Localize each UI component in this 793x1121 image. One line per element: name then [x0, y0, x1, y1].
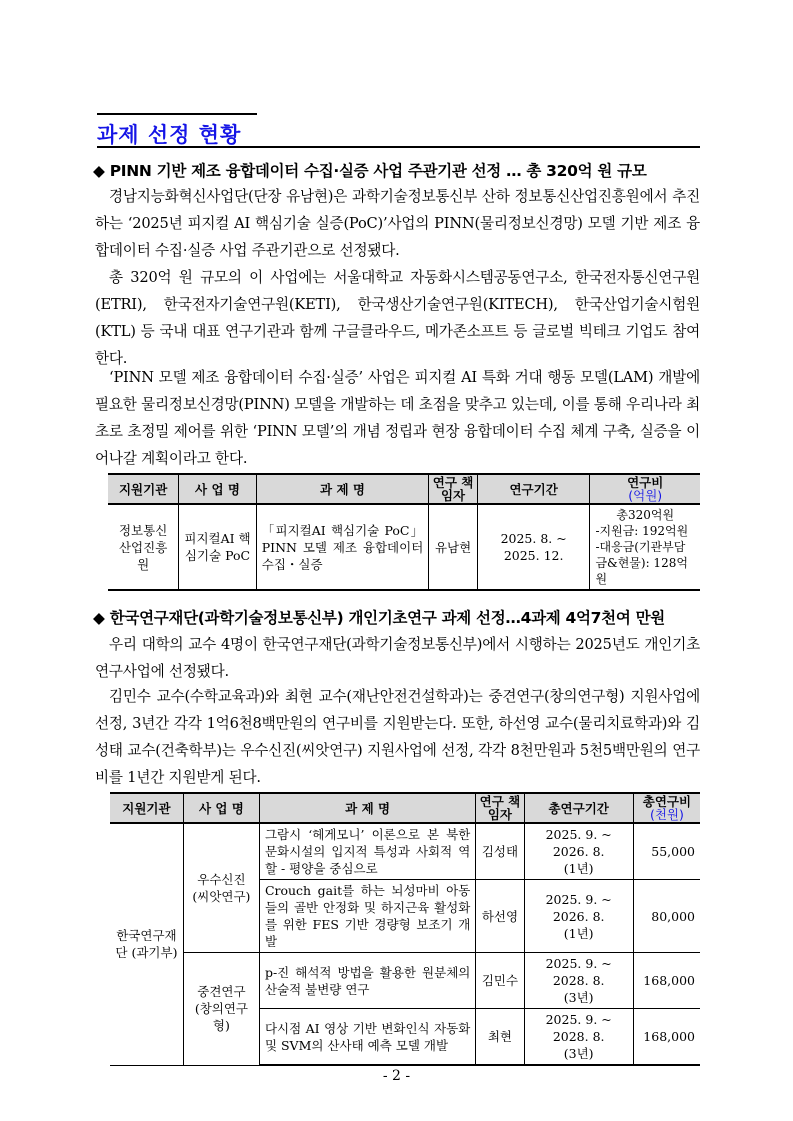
article1-paragraph-3: ‘PINN 모델 제조 융합데이터 수집·실증’ 사업은 피지컬 AI 특화 거대 행동 모델(LAM) 개발에 필요한 물리정보신경망(PINN) 모델을 개발하는 데 초점을 맞추고 있는데, 이를 통해 우리나라 최초로 초정밀 제어를 위한 ‘PINN 모델’의 개념 정립과 현장 융합데이터 수집 체계 구축, 실증을 이어나갈 계획이라고 한다.	[95, 369, 700, 467]
page-number: - 2 -	[382, 1068, 411, 1084]
th-program: 사 업 명	[179, 474, 256, 504]
table-row: 중견연구 (창의연구형) p-진 해석적 방법을 활용한 원분체의 산술적 불변량 연구 김민수 2025. 9. ~ 2028. 8. (3년) 168,000	[110, 953, 700, 1009]
th-agency: 지원기관	[108, 474, 179, 504]
article1-paragraph-2: 총 320억 원 규모의 이 사업에는 서울대학교 자동화시스템공동연구소, 한국전자통신연구원(ETRI), 한국전자기술연구원(KETI), 한국생산기술연구원(KITECH), 한국산업기술시험원(KTL) 등 국내 대표 연구기관과 함께 구글클라우드, 메가존소프트 등 글로벌 빅테크 기업도 참여한다.	[95, 269, 700, 367]
table-article1	[108, 473, 700, 591]
table-row: Crouch gait를 하는 뇌성마비 아동들의 골반 안정화 및 하지근육 활성화를 위한 FES 기반 경량형 보조기 개발 하선영 2025. 9. ~ 2026. 8. (1년) 80,000	[110, 880, 700, 953]
article2-paragraph-2: 김민수 교수(수학교육과)와 최현 교수(재난안전건설학과)는 중견연구(창의연구형) 지원사업에 선정, 3년간 각각 1억6천8백만원의 연구비를 지원받는다. 또한, 하선영 교수(물리치료학과)와 김성태 교수(건축학부)는 우수신진(씨앗연구) 지원사업에 선정, 각각 8천만원과 5천5백만원의 연구비를 1년간 지원받게 된다.	[95, 688, 700, 786]
section-title: 과제 선정 현황	[97, 113, 257, 149]
article1-paragraph-1: 경남지능화혁신사업단(단장 유남현)은 과학기술정보통신부 산하 정보통신산업진흥원에서 추진하는 ‘2025년 피지컬 AI 핵심기술 실증(PoC)’사업의 PINN(물리정보신경망) 모델 기반 제조 융합데이터 수집·실증 사업 주관기관으로 선정됐다.	[95, 188, 700, 259]
article2-paragraph-1: 우리 대학의 교수 4명이 한국연구재단(과학기술정보통신부)에서 시행하는 2025년도 개인기초연구사업에 선정됐다.	[95, 636, 700, 680]
th-pi: 연구 책임자	[429, 474, 478, 504]
table-row: 다시점 AI 영상 기반 변화인식 자동화 및 SVM의 산사태 예측 모델 개발 최현 2025. 9. ~ 2028. 8. (3년) 168,000	[110, 1009, 700, 1066]
table-row: 정보통신 산업진흥원 피지컬AI 핵심기술 PoC 「피지컬AI 핵심기술 PoC」 PINN 모델 제조 융합데이터 수집・실증 유남현 2025. 8. ~ 2025. 12. 총320억원 -지원금: 192억원 -대응금(기관부담금&현물): 128억원	[108, 504, 700, 590]
divider	[97, 146, 700, 148]
th-budget: 연구비 (억원)	[590, 474, 700, 504]
th-project: 과 제 명	[256, 474, 429, 504]
article2-heading: ◆ 한국연구재단(과학기술정보통신부) 개인기초연구 과제 선정…4과제 4억7천여 만원	[93, 609, 665, 627]
table-row: 한국연구재단 (과기부) 우수신진 (씨앗연구) 그람시 ‘헤게모니’ 이론으로 본 북한 문화시설의 입지적 특성과 사회적 역할 - 평양을 중심으로 김성태 2025. 9. ~ 2026. 8. (1년) 55,000	[110, 823, 700, 880]
table-article2: 지원기관 사 업 명 과 제 명 연구 책임자 총연구기간 총연구비 (천원) 한국연구재단 (과기부) 우수신진 (씨앗연구) 그람시 ‘헤게모니’ 이론으로 본 북한 문화시설의 입지적 특성과 사회적 역할 - 평양을 중심으로 김성태 2025. 9. ~ 2026. 8. (1년) 55,000 Crouch gait를 하는 뇌성마비 아동들의 골반 안정화 및 하지근육 활성화를 위한 FES 기반 경량형 보조기 개발 하선영 2025. 9. ~ 2026. 8. (1년) 80,000 중견연구 (창의연구형) p-진 해석적 방법을 활용한 원분체의 산술적 불변량 연구 김민수 2025. 9. ~ 2028. 8. (3년) 168,000 다시점 AI 영상 기반 변화인식 자동화 및 SVM의 산사태 예측 모델 개발 최현 2025. 9. ~ 2028. 8. (3년) 168,000	[110, 792, 700, 1066]
article1-heading: ◆ PINN 기반 제조 융합데이터 수집·실증 사업 주관기관 선정 … 총 320억 원 규모	[93, 162, 647, 180]
th-period: 연구기간	[477, 474, 590, 504]
